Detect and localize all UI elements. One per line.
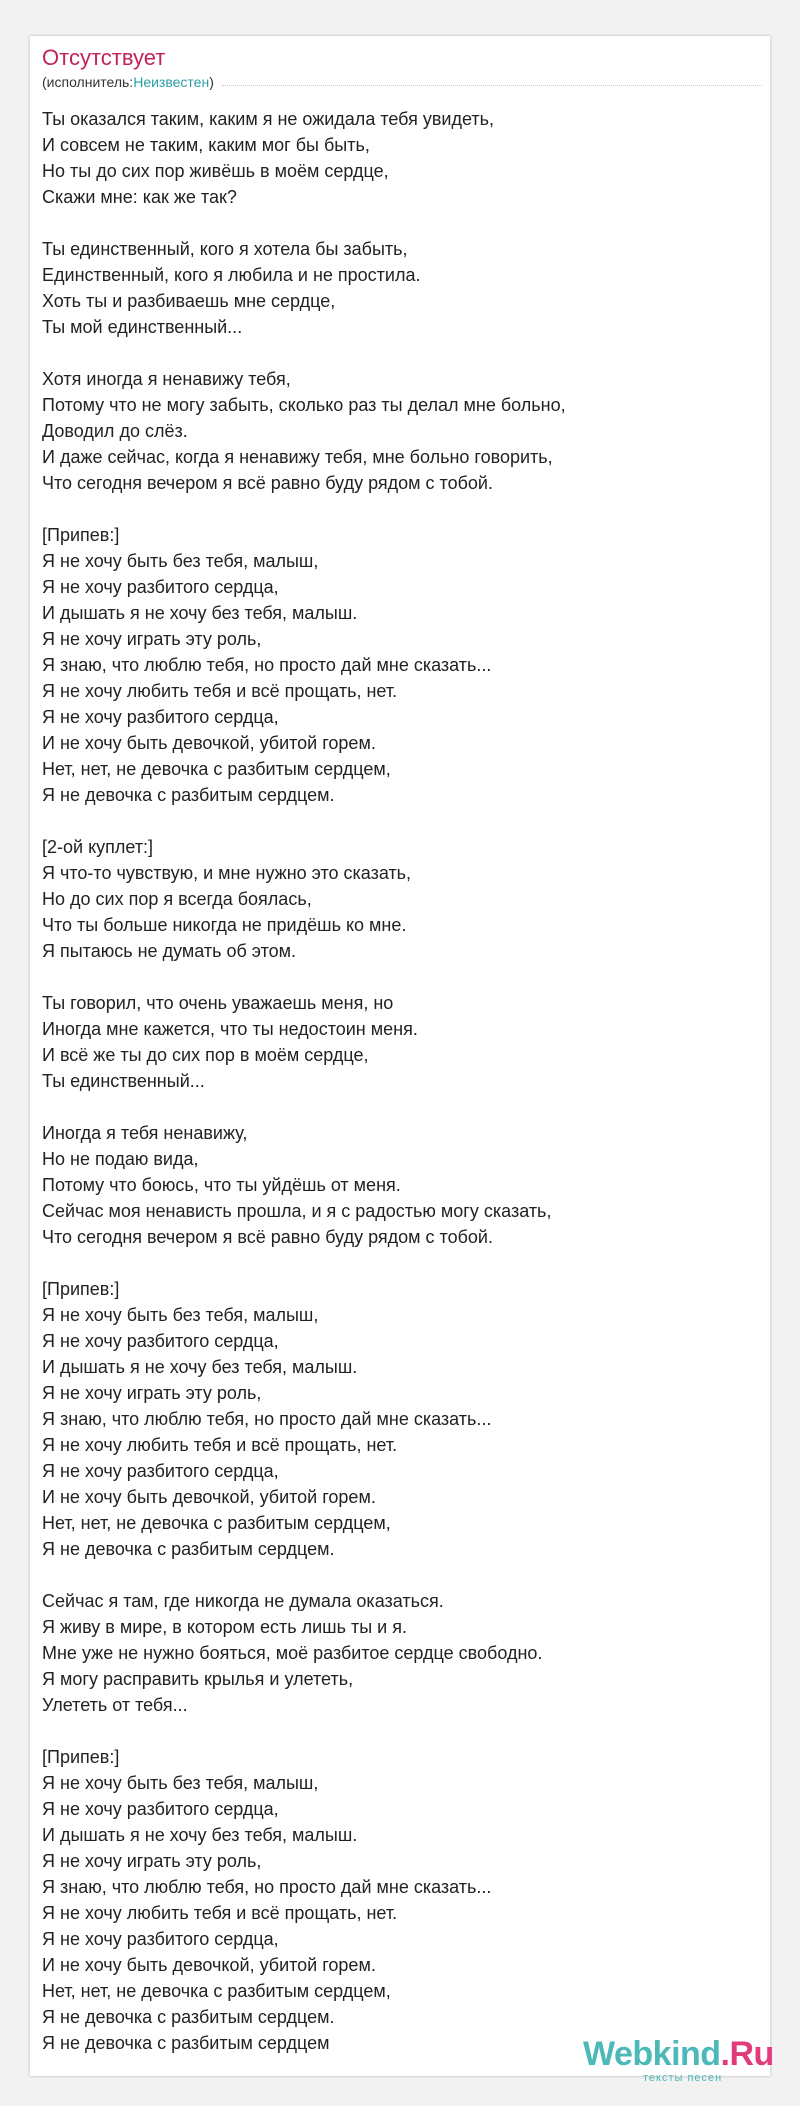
lyric-line: Потому что не могу забыть, сколько раз ты делал мне больно, xyxy=(42,395,566,415)
lyric-line: Я не девочка с разбитым сердцем xyxy=(42,2033,330,2053)
lyric-line: Я знаю, что люблю тебя, но просто дай мне сказать... xyxy=(42,655,492,675)
lyric-line: Я не хочу быть без тебя, малыш, xyxy=(42,551,319,571)
artist-link[interactable]: Неизвестен xyxy=(133,74,210,90)
lyric-line: Я не хочу играть эту роль, xyxy=(42,629,262,649)
lyric-line: Я не хочу любить тебя и всё прощать, нет. xyxy=(42,1435,398,1455)
lyric-line: Сейчас моя ненависть прошла, и я с радостью могу сказать, xyxy=(42,1201,552,1221)
lyric-line: Хоть ты и разбиваешь мне сердце, xyxy=(42,291,336,311)
lyric-line: Потому что боюсь, что ты уйдёшь от меня. xyxy=(42,1175,401,1195)
lyric-line: Нет, нет, не девочка с разбитым сердцем, xyxy=(42,1513,391,1533)
lyric-line: [Припев:] xyxy=(42,1279,120,1299)
lyrics-stanza xyxy=(42,366,762,496)
lyric-line: Нет, нет, не девочка с разбитым сердцем, xyxy=(42,1981,391,2001)
lyric-line: Я могу расправить крылья и улететь, xyxy=(42,1669,354,1689)
lyric-line: Я не хочу разбитого сердца, xyxy=(42,1331,279,1351)
lyric-line: Я не хочу любить тебя и всё прощать, нет. xyxy=(42,1903,398,1923)
lyric-line: Иногда мне кажется, что ты недостоин меня. xyxy=(42,1019,418,1039)
lyric-line: [2-ой куплет:] xyxy=(42,837,154,857)
lyric-line: И не хочу быть девочкой, убитой горем. xyxy=(42,1487,376,1507)
lyrics-stanza xyxy=(42,1120,762,1250)
lyric-line: Я не хочу разбитого сердца, xyxy=(42,1461,279,1481)
lyric-line: Но ты до сих пор живёшь в моём сердце, xyxy=(42,161,389,181)
lyric-line: Я не хочу быть без тебя, малыш, xyxy=(42,1305,319,1325)
lyric-line: Единственный, кого я любила и не простила. xyxy=(42,265,421,285)
lyric-line: Ты мой единственный... xyxy=(42,317,243,337)
lyric-line: Я не девочка с разбитым сердцем. xyxy=(42,2007,335,2027)
lyric-line: Что ты больше никогда не придёшь ко мне. xyxy=(42,915,407,935)
artist-line xyxy=(42,73,762,91)
lyric-line: Сейчас я там, где никогда не думала оказаться. xyxy=(42,1591,444,1611)
lyrics-stanza xyxy=(42,106,762,210)
logo-dot: . xyxy=(720,2035,730,2073)
lyrics-stanza xyxy=(42,1276,762,1562)
song-header xyxy=(42,44,762,91)
lyric-line: Я знаю, что люблю тебя, но просто дай мне сказать... xyxy=(42,1877,492,1897)
lyric-line: И всё же ты до сих пор в моём сердце, xyxy=(42,1045,369,1065)
artist-suffix: ) xyxy=(209,74,214,90)
lyric-line: Ты единственный, кого я хотела бы забыть, xyxy=(42,239,408,259)
lyric-line: Я что-то чувствую, и мне нужно это сказать, xyxy=(42,863,412,883)
lyric-line: Я не девочка с разбитым сердцем. xyxy=(42,785,335,805)
logo-subtitle: тексты песен xyxy=(643,2072,723,2084)
artist-prefix: (исполнитель: xyxy=(42,74,134,90)
lyric-line: Я не хочу быть без тебя, малыш, xyxy=(42,1773,319,1793)
webkind-logo[interactable] xyxy=(583,2034,773,2084)
header-divider xyxy=(222,85,762,86)
lyric-line: И даже сейчас, когда я ненавижу тебя, мне больно говорить, xyxy=(42,447,553,467)
lyric-line: И совсем не таким, каким мог бы быть, xyxy=(42,135,370,155)
lyric-line: Я не хочу разбитого сердца, xyxy=(42,577,279,597)
lyrics-stanza xyxy=(42,834,762,964)
lyric-line: Я не хочу разбитого сердца, xyxy=(42,1799,279,1819)
lyric-line: Иногда я тебя ненавижу, xyxy=(42,1123,248,1143)
lyric-line: [Припев:] xyxy=(42,1747,120,1767)
lyric-line: Я не хочу любить тебя и всё прощать, нет. xyxy=(42,681,398,701)
lyric-line: Ты оказался таким, каким я не ожидала тебя увидеть, xyxy=(42,109,494,129)
lyric-line: И не хочу быть девочкой, убитой горем. xyxy=(42,733,376,753)
lyric-line: Улететь от тебя... xyxy=(42,1695,188,1715)
lyric-line: Скажи мне: как же так? xyxy=(42,187,237,207)
lyrics-stanza xyxy=(42,1744,762,2056)
lyrics-stanza xyxy=(42,1588,762,1718)
lyric-line: Нет, нет, не девочка с разбитым сердцем, xyxy=(42,759,391,779)
lyric-line: [Припев:] xyxy=(42,525,120,545)
lyrics-stanza xyxy=(42,522,762,808)
lyric-line: Доводил до слёз. xyxy=(42,421,188,441)
lyric-line: Ты говорил, что очень уважаешь меня, но xyxy=(42,993,394,1013)
lyrics-stanza xyxy=(42,236,762,340)
lyric-line: Я не девочка с разбитым сердцем. xyxy=(42,1539,335,1559)
logo-wordmark xyxy=(583,2034,774,2074)
lyric-line: И дышать я не хочу без тебя, малыш. xyxy=(42,603,358,623)
lyric-line: Я не хочу разбитого сердца, xyxy=(42,707,279,727)
lyric-line: Ты единственный... xyxy=(42,1071,205,1091)
lyric-line: Но до сих пор я всегда боялась, xyxy=(42,889,312,909)
lyrics-text xyxy=(42,106,762,2056)
lyric-line: Я не хочу играть эту роль, xyxy=(42,1851,262,1871)
lyrics-stanza xyxy=(42,990,762,1094)
lyric-line: Я пытаюсь не думать об этом. xyxy=(42,941,297,961)
lyric-line: Я не хочу разбитого сердца, xyxy=(42,1929,279,1949)
lyric-line: Я знаю, что люблю тебя, но просто дай мне сказать... xyxy=(42,1409,492,1429)
lyric-line: Хотя иногда я ненавижу тебя, xyxy=(42,369,291,389)
lyric-line: Мне уже не нужно бояться, моё разбитое сердце свободно. xyxy=(42,1643,543,1663)
lyric-line: И дышать я не хочу без тебя, малыш. xyxy=(42,1357,358,1377)
lyric-line: Что сегодня вечером я всё равно буду рядом с тобой. xyxy=(42,473,493,493)
logo-tld: Ru xyxy=(729,2035,774,2073)
song-title: Отсутствует xyxy=(42,45,166,70)
logo-word: Webkind xyxy=(583,2035,721,2073)
lyric-line: Что сегодня вечером я всё равно буду рядом с тобой. xyxy=(42,1227,493,1247)
lyric-line: Но не подаю вида, xyxy=(42,1149,199,1169)
lyric-line: Я не хочу играть эту роль, xyxy=(42,1383,262,1403)
lyric-line: И дышать я не хочу без тебя, малыш. xyxy=(42,1825,358,1845)
lyric-line: Я живу в мире, в котором есть лишь ты и я. xyxy=(42,1617,407,1637)
lyric-line: И не хочу быть девочкой, убитой горем. xyxy=(42,1955,376,1975)
